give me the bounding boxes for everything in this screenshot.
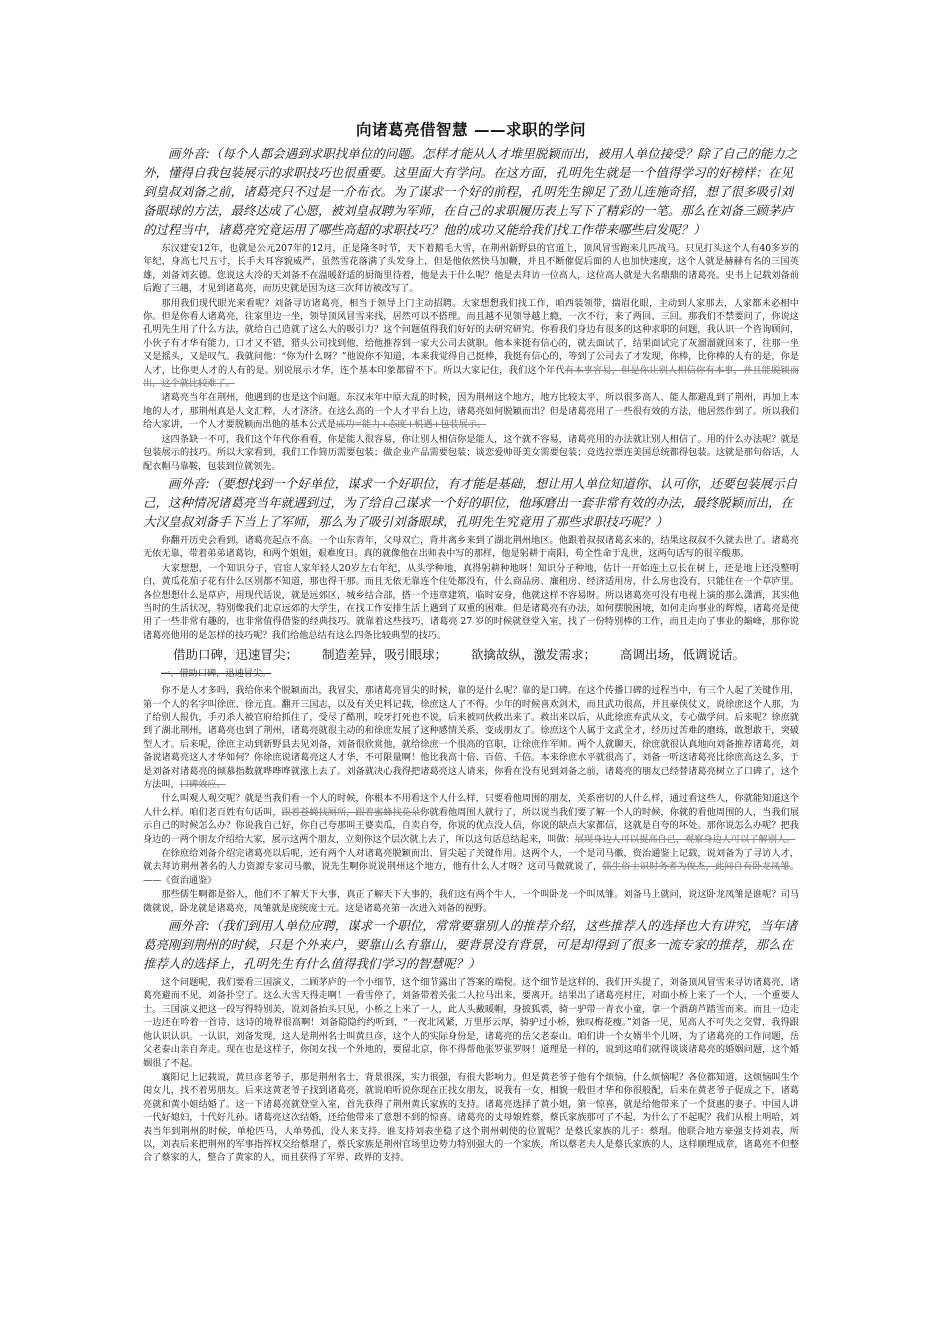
paragraph-8 — [143, 792, 799, 846]
paragraph-2-text: 那用我们现代眼光来看呢？刘备寻访诸葛亮，相当于领导上门主动招聘。大家想想我们找工作，咱西装领带，揣眉化眼，主动到人家那去，人家都未必相中你。但是你看人诸葛亮，往家里边一坐，领导顶风冒雪来找，居然可以不搭理。而且越不见领导越上瘾，一次不行，来了两回、三回。那我们不禁要问了，你说这孔明先生用了什么方法，就给自己造就了这么大的吸引力？这个问题值得我们好好的去研究研究。你看我们身边有很多的这种求职的问题，我认识一个咨询顾问，小伙子有才华有能力，口才又不错，猎头公司找到他，给他推荐到一家大公司去就职。他本来挺有信心的，就去面试了，结果面试完了灰溜溜就回来了，往那一坐又是摇头，又是叹气。我就问他：“你为什么呀？”他说你不知道，本来我觉得自己挺棒，我挺有信心的，等到了公司去了才发现，你棒，比你棒的人有的是，你是人才，比你更人才的人有的是。别说展示才华，连个基本印象都留不下。所以大家记住，我们这个年代 — [143, 297, 799, 376]
tips-list — [143, 645, 799, 665]
paragraph-9-text: 在徐庶给刘备介绍完诸葛亮以后呢，还有两个人对诸葛亮脱颖而出、冒尖起了关键作用。这两个人，一个是司马徽，资治通鉴上记载，说刘备为了寻访人才，就去拜访荆州著名的人力资源专家司马徽，说先生啊你说说荆州这个地方，他有什么人才呀？这司马微就说了， — [143, 848, 799, 873]
paragraph-3 — [143, 391, 799, 431]
paragraph-3-text: 诸葛亮当年在荆州，他遇到的也是这个问题。东汉末年中原大乱的时候，因为荆州这个地方，地方比较太平，所以很多高人、能人都避乱到了荆州，再加上本地的人才，那荆州真是人文汇粹，人才济济。在这么高的一个人才平台上边，诸葛亮如何脱颖而出？但是诸葛亮用了一些很有效的方法，他居然作到了。所以我们给大家讲，一个人才要脱颖而出他的基本公式是 — [143, 392, 799, 431]
paragraph-7-faded: 口碑效应。 — [179, 779, 226, 790]
paragraph-7-text: 你不是人才多吗，我给你来个脱颖而出，我冒尖，那诸葛亮冒尖的时候，靠的是什么呢？靠的是口碑。在这个传播口碑的过程当中，有三个人起了关键作用，第一个人的名字叫徐庶、徐元直。翻开三国志，以及有关史料记载，徐庶这人了不得。少年的时候喜欢剑术，而且武功很高，并且豪侠仗义，说徐庶这个人那，为了给别人报仇，手刃杀人被官府给抓住了，受尽了酷刑，咬牙打死也不说，后来被同伙救出来了。救出来以后，从此徐庶弃武从文，专心做学问。后来呢？徐庶就到了湖北荆州，诸葛亮也到了荆州，诸葛亮就很主动的和徐庶发展了这种感情关系，变成朋友了。徐庶这个人属于文武全才，经历过苦难的磨练，敢想敢干，突破型人才。后来呢，徐庶主动到新野县去见刘备，刘备很欣赏他，就给徐庶一个很高的官职，让徐庶作军师。两个人就聊天，徐庶就很认真地向刘备推荐诸葛亮，刘备说诸葛亮这人才华如何？你徐庶说诸葛亮这人才华，不可限量啊！他比我高十倍、百倍、千倍。本来徐庶水平就很高了，刘备一听这诸葛亮比徐庶高这么多，于是刘备对诸葛亮的倾慕指数就哗哗哗就涨上去了。刘备就决心我得把诸葛亮这人请来，你看在没有见到刘备之前，诸葛亮的朋友已经替诸葛亮树立了口碑了，这个方法叫， — [143, 685, 799, 790]
tip-1: 借助口碑，迅速冒尖； — [173, 647, 299, 663]
paragraph-2 — [143, 297, 799, 391]
paragraph-9-faded: 儒生俗士识时务者为俊杰，此间自有卧龙凤雏 — [602, 861, 790, 873]
paragraph-8-faded: 跟着苍蝇找厕所，跟着蜜蜂找花朵 — [281, 806, 421, 818]
paragraph-8-text: 什么叫观人观交呢？就是当我们看一个人的时候，你根本不用看这个人什么样，只要看他周围的朋友，关系密切的人什么样，通过看这些人，你就能知道这个人什么样。咱们老百姓有句话叫， — [143, 793, 799, 818]
paragraph-10: 那些儒生啊都是俗人，他们不了解天下大事，真正了解天下大事的，我们这有两个牛人，一个叫卧龙一个叫凤雏。刘备马上就问，说这卧龙凤雏是谁呢？司马微就说，卧龙就是诸葛亮，凤雏就是庞统庞士元。这是诸葛亮第一次进入刘备的视野。 — [143, 889, 799, 914]
paragraph-5: 你翻开历史会看到，诸葛亮起点不高。一个山东青年，父母双亡，背井离乡来到了湖北荆州地区。他跟着叔叔诸葛玄来的，结果这叔叔不久就去世了。诸葛亮无依无靠，带着弟弟诸葛钧，和两个姐姐，艰难度日。真的就像他在出师表中写的那样，他是躬耕于南阳，苟全性命于乱世，这两句话写的很辛酸那。 — [143, 534, 799, 560]
paragraph-12: 襄阳记上记载说，黄旦彦老爷子，那是荆州名士，背景很深，实力很强，有很大影响力。但是黄老爷子他有个烦恼，什么烦恼呢？各位都知道，这烦恼叫生个闺女儿，找不着男朋友。后来这黄老爷子找到诸葛亮，就说咱听说你现在正找女朋友，说我有一女，相貌一般但才华和你很般配，后来在黄老爷子促成之下，诸葛亮就和黄小姐结婚了。这一下诸葛亮就登堂入室，首先获得了荆州黄氏家族的支持。诸葛亮选择了黄小姐，第一惊喜，就是给他带来了一个贤惠的妻子。中国人讲一代好媳妇，十代好儿孙。诸葛亮这次结婚，还给他带来了意想不到的惊喜。诸葛亮的丈母娘姓蔡，蔡氏家族那可了不起，为什么了不起呢？我们从根上明哈，刘表当年到荆州的时候，单枪匹马，人单势孤，没人来支持。谁支持刘表坐稳了这个荆州刺使的位置呢？是蔡氏家族的儿子：蔡瑁。他联合地方豪强支持刘表，所以，刘表后来把荆州的军事指挥权交给蔡瑁了，蔡氏家族是荆州官场里边势力特别强大的一个家族，所以蔡老夫人是蔡氏家族的人，这样顺理成章，诸葛亮不但整合了蔡家的人，整合了黄家的人，而且获得了军界、政界的支持。 — [143, 1071, 799, 1164]
voiceover-1: 画外音:（每个人都会遇到求职找单位的问题。怎样才能从人才堆里脱颖而出，被用人单位接受？除了自己的能力之外，懂得自我包装展示的求职技巧也很重要。这里面大有学问。在这方面，孔明先生就是一个值得学习的好榜样：在见到皇叔刘备之前，诸葛亮只不过是一介布衣。为了谋求一个好的前程，孔明先生铆足了劲儿连施奇招，想了很多吸引刘备眼球的方法，最终达成了心愿，被刘皇叔聘为军师，在自己的求职履历表上写下了精彩的一笔。那么在刘备三顾茅庐的过程当中，诸葛亮究竟运用了哪些高超的求职技巧？他的成功又能给我们找工作带来哪些启发呢？） — [143, 146, 798, 237]
paragraph-3-faded: 成功=能力+态度+机遇+包装展示。 — [335, 419, 487, 431]
paragraph-9 — [143, 847, 799, 887]
document-title: 向诸葛亮借智慧 ——求职的学问 — [356, 121, 586, 139]
paragraph-11: 这个问题呢，我们要看三国演义，二顾茅庐的一个小细节，这个细节露出了答案的端倪。这个细节是这样的，我们开头提了，刘备顶风冒雪来寻访诸葛亮，诸葛亮避而不见，刘备扑空了。这么大雪天得走啊！一看雪停了，刘备带着关张二人拉马出来，要离开。结果出了诸葛亮村庄，对面小桥上来了一个人，一个重要人士。三国演义把这一段写得特别美，说刘备抬头只见，小桥之上来了一人，此人头戴暖帽，身披狐裘，骑一驴带一青衣小童，拿一个酒葫芦踏雪而来。而且一边走一边还在吟着一首诗，这诗的境界很高啊！刘备隐隐约约听到，“一夜北风紧，万里彤云厚，骑驴过小桥，独叹梅花瘦。”刘备一见，见高人不可失之交臂，我得跟他认识认识。一认识，刘备发现，这人是荆州名士叫黄旦彦，这个人的实际身份是，诸葛亮的岳父老泰山。咱们讲一个女婿半个儿呀，为了诸葛亮的工作问题，岳父老泰山亲自奔走。现在也是这样子，你闺女找一个外地的，要留北京，你不得帮他张罗张罗呀！道理是一样的，说到这咱们就得谈谈诸葛亮的婚姻问题，这个婚姻很了不起。 — [143, 977, 799, 1069]
paragraph-8-faded-b: 展现身边人可以提高自己，观察身边人可以了解别人。 — [574, 833, 796, 845]
tip-3: 欲擒故纵，激发需求； — [471, 647, 597, 663]
paragraph-6: 大家想想，一个知识分子，官宦人家年轻人20岁左右年纪，从头学种地，真得躬耕种地呀！知识分子种地，估计一开始连土豆长在树上，还是地上还没整明白，黄瓜花茄子花有什么区别都不知道，那也得干那。而且无依无靠连个住处都没有，什么商品房、廉租房、经济适用房，什么房也没有，只能住在一个草庐里。各位想想什么是草庐，用现代话说，就是远郊区，城乡结合部，搭一个违章建筑，临时安身，他就这样不容易呀。所以诸葛亮可没有电视上演的那么潇洒，其实他当时的生活状况，特别像我们北京远郊的大学生，在找工作安排生活上遇到了双重的困难。但是诸葛亮有办法，如何摆脱困境，如何走向事业的辉煌，诸葛亮是使用了一些非常有趣的，也非常值得借鉴的经典技巧。就靠着这些技巧，诸葛亮 27 岁的时候就登堂入室，找了一份特别棒的工作，而且走向了事业的巅峰，那你说诸葛亮他用的是怎样的技巧呢？我们给他总结有这么四条比较典型的技巧。 — [143, 562, 799, 641]
document-body — [143, 118, 799, 1166]
voiceover-3: 画外音:（我们到用人单位应聘，谋求一个职位，常常要靠别人的推荐介绍，这些推荐人的选择也大有讲究，当年诸葛亮刚到荆州的时候，只是个外来户，要靠山么有靠山，要背景没有背景，可是却得到了很多一流专家的推荐，那么在推荐人的选择上，孔明先生有什么值得我们学习的智慧呢？） — [143, 918, 798, 972]
paragraph-2-faded: 有本事容易，但是你让别人相信你有本事，并且能脱颖而出，这个就比较难了。 — [143, 364, 800, 390]
voiceover-2: 画外音:（要想找到一个好单位，谋求一个好职位，有才能是基础，想让用人单位知道你、认可你，还要包装展示自己，这种情况诸葛亮当年就遇到过，为了给自己谋求一个好的职位，他琢磨出一套非常有效的办法，最终脱颖而出，在大汉皇叔刘备手下当上了军师，那么为了吸引刘备眼球，孔明先生究竟用了那些求职技巧呢？） — [143, 475, 798, 529]
paragraph-7 — [143, 684, 799, 791]
paragraph-8-text-b: 你就看他周围人就行了，所以说当我们要了解一个人的时候，你就的看他周围的人，当我们展示自己的时候怎么办？你说我自己好，你自己夸那叫王婆卖瓜，自卖自夸，你说的优点没人信，你说的缺点大家都信，这就是自夸的坏处。那你说怎么办呢？把我身边的一两个朋友介绍给大家，展示这两个朋友，立刻你这个层次就上去了，所以这句话总结起来，叫做： — [143, 806, 800, 845]
paragraph-1: 东汉建安12年，也就是公元207年的12月，正是隆冬时节，天下着鹅毛大雪，在荆州新野县的官道上，顶风冒雪跑来几匹战马。只见打头这个人有40多岁的年纪，身高七尺五寸，长手大耳容貌威严，虽然雪花落满了头发身上，但是他依然快马加鞭，并且不断催促后面的人也加快速度，这个人就是赫赫有名的三国英雄，刘备刘玄德。您说这大冷的天刘备不在温暖舒适的厨衙里待着，他是去干什么呢？他是去拜访一位高人，这位高人就是大名鼎鼎的诸葛亮。史书上记载刘备前后跑了三趟，才见到诸葛亮，而历史就是因为这三次拜访被改写了。 — [143, 243, 799, 295]
tip-4: 高调出场，低调说话。 — [620, 647, 746, 663]
tip-2: 制造差异，吸引眼球； — [322, 647, 448, 663]
paragraph-4: 这四条缺一不可，我们这个年代你看看，你是能人很容易，你让别人相信你是能人，这个就不容易，诸葛亮用的办法就让别人相信了。用的什么办法呢？就是包装展示的技巧。所以大家看到，我们工作简历需要包装；做企业产品需要包装；谈恋爱帅哥美女需要包装；竞选拉票连美国总统都得包装。这就是那句俗话，人配衣帽马靠鞍，包装到位就领先。 — [143, 433, 799, 472]
tips-struck-heading: 一、借助口碑，迅速冒尖。 — [161, 668, 272, 680]
paragraph-9-text-b: 。——《资治通鉴》 — [143, 861, 799, 886]
